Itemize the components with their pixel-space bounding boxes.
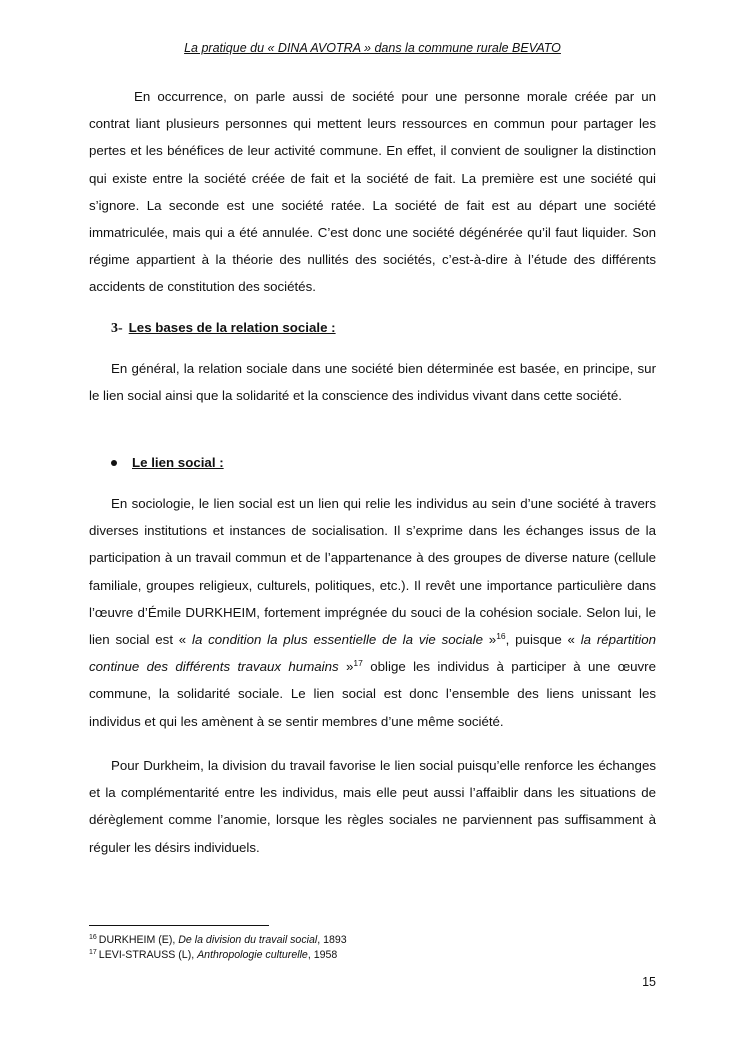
footnote-year: , 1958 <box>307 949 338 961</box>
text-run: oblige les individus à participer à une œuvre commune, la solidarité sociale. Le lien social est donc l’ensemble des liens unissant les individus et qui les amènent à se sentir membres d’une même société. <box>89 659 656 729</box>
footnote-author: LEVI-STRAUSS (L), <box>98 949 198 961</box>
footnote-author: DURKHEIM (E), <box>98 934 179 946</box>
text-run: » <box>483 632 497 648</box>
bullet-heading-lien-social <box>111 455 224 470</box>
page-number: 15 <box>642 975 656 989</box>
paragraph-division-travail: Pour Durkheim, la division du travail favorise le lien social puisqu’elle renforce les échanges et la complémentarité entre les individus, mais elle peut aussi l’affaiblir dans les situations de dérèglement comme l’anomie, lorsque les règles sociales ne parviennent pas suffisamment à réguler les désirs individuels. <box>89 758 656 855</box>
paragraph-relation-sociale: En général, la relation sociale dans une société bien déterminée est basée, en principe, sur le lien social ainsi que la solidarité et la conscience des individus vivant dans cette société. <box>89 361 656 404</box>
text-run: , puisque « <box>505 632 581 648</box>
footnote-year: , 1893 <box>317 934 347 946</box>
footnote-work: De la division du travail social <box>178 934 318 946</box>
footnote-separator <box>89 925 269 926</box>
text-run: » <box>338 659 354 675</box>
quote-durkheim-1: la condition la plus essentielle de la vie sociale <box>192 632 484 648</box>
bullet-title: Le lien social : <box>132 455 224 470</box>
footnote-number: 17 <box>89 949 97 956</box>
footnote-ref-17[interactable]: 17 <box>353 658 363 669</box>
paragraph-lien-social <box>89 490 656 735</box>
footnote-17 <box>89 949 337 961</box>
bullet-icon <box>111 460 117 466</box>
footnote-ref-16[interactable]: 16 <box>496 631 506 642</box>
text-run: En sociologie, le lien social est un lien qui relie les individus au sein d’une société à travers diverses institutions et instances de socialisation. Il s’exprime dans les échanges issus de la participation à un travail commun et de l’appartenance à des groupes de diverse nature (cellule familiale, groupes religieux, culturels, politiques, etc.). Il revêt une importance particulière dans l’œuvre d’Émile DURKHEIM, fortement imprégnée du souci de la cohésion sociale. Selon lui, le lien social est « <box>89 496 656 648</box>
quote-durkheim-2: la répartition continue des différents travaux humains <box>89 632 656 675</box>
footnote-number: 16 <box>89 934 97 941</box>
running-header: La pratique du « DINA AVOTRA » dans la commune rurale BEVATO <box>184 41 561 55</box>
paragraph-societe-de-fait: En occurrence, on parle aussi de société pour une personne morale créée par un contrat liant plusieurs personnes qui mettent leurs ressources en commun pour partager les pertes et les bénéfices de leur activité commune. En effet, il convient de souligner la distinction qui existe entre la société créée de fait et la société de fait. La première est une société qui s’ignore. La seconde est une société ratée. La société de fait est au départ une société immatriculée, mais qui a été annulée. C’est donc une société dégénérée qu’il faut liquider. Son régime appartient à la théorie des nullités des sociétés, c’est-à-dire à l’étude des différents accidents de constitution des sociétés. <box>89 89 656 295</box>
footnote-work: Anthropologie culturelle <box>197 949 308 961</box>
footnote-16 <box>89 934 347 946</box>
section-number: 3- <box>111 321 123 336</box>
section-title: Les bases de la relation sociale : <box>128 320 336 335</box>
section-heading-3 <box>111 320 336 337</box>
